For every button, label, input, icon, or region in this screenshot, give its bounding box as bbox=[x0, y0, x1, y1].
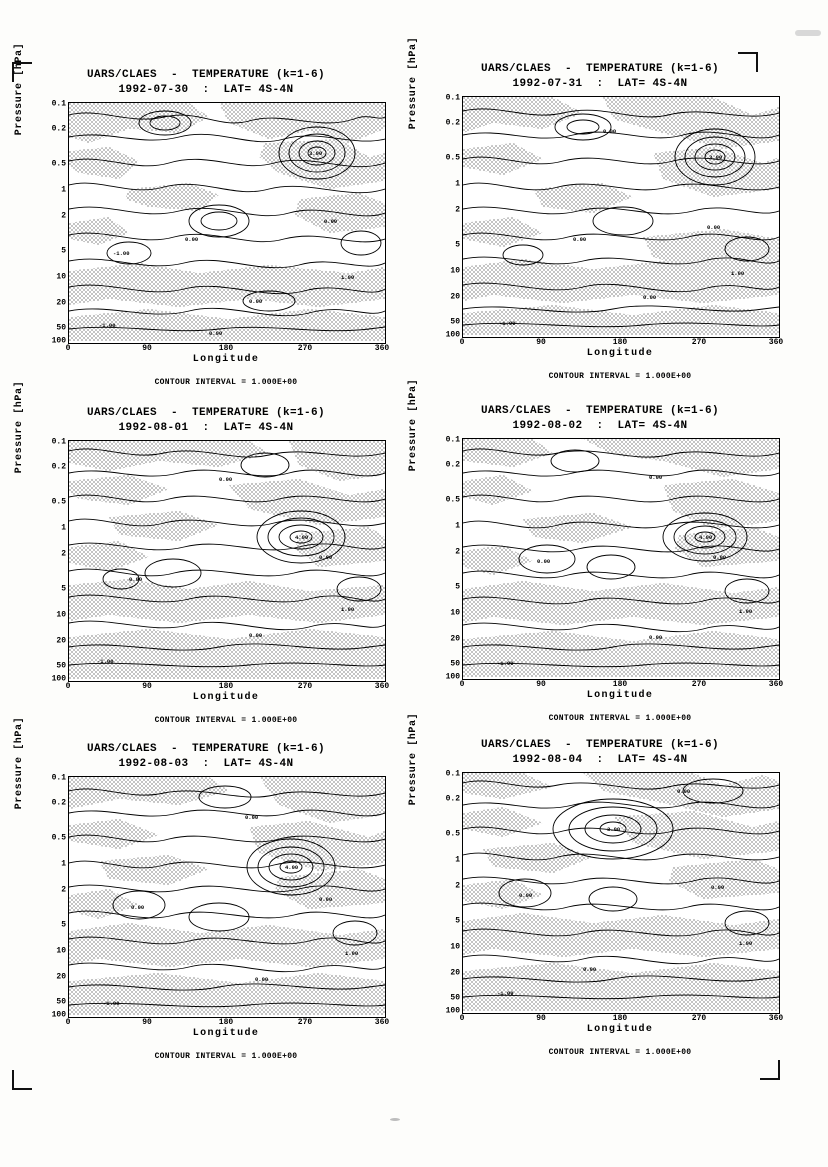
y-tick: 0.2 bbox=[445, 794, 460, 804]
x-tick: 90 bbox=[142, 1018, 152, 1027]
svg-text:0.00: 0.00 bbox=[677, 788, 691, 795]
x-axis-label: Longitude bbox=[192, 1028, 260, 1039]
chart-panel-3 bbox=[14, 380, 394, 736]
svg-text:0.00: 0.00 bbox=[129, 576, 143, 583]
y-tick: 1 bbox=[61, 523, 66, 533]
svg-text:0.00: 0.00 bbox=[537, 558, 551, 565]
contour-interval-note: CONTOUR INTERVAL = 1.000E+00 bbox=[154, 378, 298, 387]
x-axis-label: Longitude bbox=[192, 354, 260, 365]
panel-title: UARS/CLAES - TEMPERATURE (k=1-6) bbox=[480, 739, 720, 751]
y-tick: 20 bbox=[450, 292, 460, 302]
y-tick: 0.1 bbox=[445, 769, 460, 779]
y-tick: 0.1 bbox=[51, 99, 66, 109]
y-axis-ticks bbox=[426, 435, 460, 682]
svg-text:0.00: 0.00 bbox=[583, 966, 597, 973]
y-tick: 0.2 bbox=[51, 124, 66, 134]
y-tick: 100 bbox=[51, 336, 66, 346]
panel-title: UARS/CLAES - TEMPERATURE (k=1-6) bbox=[86, 407, 326, 419]
x-tick: 180 bbox=[218, 1018, 234, 1027]
scan-artifact bbox=[795, 30, 821, 36]
panel-subtitle: 1992-07-31 : LAT= 4S-4N bbox=[512, 78, 688, 90]
chart-panel-2 bbox=[408, 36, 788, 392]
contour-plot-3 bbox=[68, 440, 386, 682]
svg-text:0.00: 0.00 bbox=[713, 554, 727, 561]
contour-interval-note: CONTOUR INTERVAL = 1.000E+00 bbox=[154, 716, 298, 725]
svg-text:0.00: 0.00 bbox=[319, 554, 333, 561]
contour-svg bbox=[463, 439, 779, 679]
y-tick: 50 bbox=[450, 993, 460, 1003]
svg-text:3.00: 3.00 bbox=[309, 150, 323, 157]
y-tick: 10 bbox=[56, 272, 66, 282]
svg-text:0.00: 0.00 bbox=[711, 884, 725, 891]
x-tick: 360 bbox=[374, 1018, 390, 1027]
panel-title: UARS/CLAES - TEMPERATURE (k=1-6) bbox=[86, 743, 326, 755]
y-tick: 0.5 bbox=[51, 497, 66, 507]
y-tick: 2 bbox=[61, 211, 66, 221]
svg-text:1.00: 1.00 bbox=[731, 270, 745, 277]
svg-text:0.00: 0.00 bbox=[519, 892, 533, 899]
svg-text:4.00: 4.00 bbox=[285, 864, 299, 871]
y-axis-label: Pressure [hPa] bbox=[408, 378, 419, 472]
y-tick: 0.5 bbox=[445, 829, 460, 839]
y-tick: 0.2 bbox=[445, 460, 460, 470]
svg-text:0.00: 0.00 bbox=[649, 634, 663, 641]
x-tick: 0 bbox=[459, 1014, 465, 1023]
y-tick: 10 bbox=[450, 266, 460, 276]
y-tick: 2 bbox=[61, 885, 66, 895]
y-axis-label: Pressure [hPa] bbox=[14, 716, 25, 810]
y-tick: 5 bbox=[61, 920, 66, 930]
y-tick: 10 bbox=[450, 608, 460, 618]
contour-interval-note: CONTOUR INTERVAL = 1.000E+00 bbox=[548, 714, 692, 723]
y-tick: 1 bbox=[455, 855, 460, 865]
y-tick: 20 bbox=[56, 636, 66, 646]
svg-text:-1.00: -1.00 bbox=[103, 1000, 120, 1007]
svg-text:1.00: 1.00 bbox=[739, 608, 753, 615]
y-tick: 5 bbox=[455, 916, 460, 926]
contour-plot-4 bbox=[462, 438, 780, 680]
x-tick: 270 bbox=[691, 1014, 707, 1023]
scan-artifact bbox=[390, 1118, 400, 1121]
y-axis-label: Pressure [hPa] bbox=[14, 380, 25, 474]
contour-svg bbox=[463, 97, 779, 337]
y-tick: 0.1 bbox=[445, 435, 460, 445]
x-tick: 90 bbox=[536, 680, 546, 689]
y-tick: 10 bbox=[450, 942, 460, 952]
y-tick: 2 bbox=[61, 549, 66, 559]
y-tick: 0.5 bbox=[51, 159, 66, 169]
svg-text:3.00: 3.00 bbox=[607, 826, 621, 833]
x-axis-label: Longitude bbox=[192, 692, 260, 703]
y-tick: 1 bbox=[61, 185, 66, 195]
svg-text:-1.00: -1.00 bbox=[499, 320, 516, 327]
panel-title: UARS/CLAES - TEMPERATURE (k=1-6) bbox=[480, 63, 720, 75]
y-tick: 2 bbox=[455, 547, 460, 557]
x-axis-label: Longitude bbox=[586, 1024, 654, 1035]
svg-text:1.00: 1.00 bbox=[341, 274, 355, 281]
y-tick: 20 bbox=[56, 298, 66, 308]
contour-plot-5 bbox=[68, 776, 386, 1018]
y-tick: 0.5 bbox=[51, 833, 66, 843]
svg-text:0.00: 0.00 bbox=[319, 896, 333, 903]
x-tick: 180 bbox=[612, 338, 628, 347]
contour-interval-note: CONTOUR INTERVAL = 1.000E+00 bbox=[548, 1048, 692, 1057]
svg-text:4.00: 4.00 bbox=[295, 534, 309, 541]
svg-text:0.00: 0.00 bbox=[245, 814, 259, 821]
y-tick: 100 bbox=[445, 330, 460, 340]
x-tick: 360 bbox=[768, 680, 784, 689]
svg-text:-1.00: -1.00 bbox=[113, 250, 130, 257]
y-axis-ticks bbox=[32, 773, 66, 1020]
x-tick: 0 bbox=[65, 344, 71, 353]
svg-text:4.00: 4.00 bbox=[699, 534, 713, 541]
x-tick: 180 bbox=[218, 344, 234, 353]
y-tick: 50 bbox=[450, 659, 460, 669]
panel-subtitle: 1992-08-02 : LAT= 4S-4N bbox=[512, 420, 688, 432]
x-tick: 0 bbox=[459, 680, 465, 689]
chart-panel-6 bbox=[408, 712, 788, 1068]
svg-text:0.00: 0.00 bbox=[255, 976, 269, 983]
y-axis-ticks bbox=[32, 437, 66, 684]
y-tick: 1 bbox=[61, 859, 66, 869]
y-tick: 50 bbox=[56, 661, 66, 671]
y-tick: 2 bbox=[455, 881, 460, 891]
x-tick: 360 bbox=[374, 682, 390, 691]
svg-text:-1.00: -1.00 bbox=[497, 990, 514, 997]
contour-plot-6 bbox=[462, 772, 780, 1014]
x-tick: 90 bbox=[142, 682, 152, 691]
svg-text:0.00: 0.00 bbox=[249, 632, 263, 639]
y-tick: 0.2 bbox=[51, 462, 66, 472]
svg-text:0.00: 0.00 bbox=[324, 218, 338, 225]
svg-text:1.00: 1.00 bbox=[739, 940, 753, 947]
svg-text:0.00: 0.00 bbox=[219, 476, 233, 483]
y-tick: 0.1 bbox=[51, 773, 66, 783]
svg-text:1.00: 1.00 bbox=[345, 950, 359, 957]
svg-text:0.00: 0.00 bbox=[649, 474, 663, 481]
y-tick: 100 bbox=[445, 1006, 460, 1016]
svg-text:-1.00: -1.00 bbox=[97, 658, 114, 665]
chart-panel-1 bbox=[14, 42, 394, 398]
x-tick: 270 bbox=[297, 1018, 313, 1027]
svg-text:0.00: 0.00 bbox=[131, 904, 145, 911]
y-tick: 20 bbox=[450, 968, 460, 978]
svg-text:1.00: 1.00 bbox=[341, 606, 355, 613]
y-tick: 5 bbox=[455, 582, 460, 592]
y-tick: 100 bbox=[445, 672, 460, 682]
x-tick: 180 bbox=[218, 682, 234, 691]
y-tick: 50 bbox=[450, 317, 460, 327]
y-tick: 100 bbox=[51, 1010, 66, 1020]
contour-svg bbox=[463, 773, 779, 1013]
y-tick: 0.2 bbox=[445, 118, 460, 128]
y-tick: 10 bbox=[56, 610, 66, 620]
panel-title: UARS/CLAES - TEMPERATURE (k=1-6) bbox=[86, 69, 326, 81]
svg-text:0.00: 0.00 bbox=[209, 330, 223, 337]
y-axis-ticks bbox=[426, 769, 460, 1016]
svg-text:-1.00: -1.00 bbox=[497, 660, 514, 667]
x-tick: 270 bbox=[297, 682, 313, 691]
contour-plot-2 bbox=[462, 96, 780, 338]
contour-plot-1 bbox=[68, 102, 386, 344]
y-axis-ticks bbox=[32, 99, 66, 346]
y-tick: 0.1 bbox=[445, 93, 460, 103]
panel-title: UARS/CLAES - TEMPERATURE (k=1-6) bbox=[480, 405, 720, 417]
x-tick: 90 bbox=[536, 338, 546, 347]
y-axis-label: Pressure [hPa] bbox=[14, 42, 25, 136]
x-axis-label: Longitude bbox=[586, 690, 654, 701]
y-tick: 1 bbox=[455, 521, 460, 531]
y-tick: 20 bbox=[450, 634, 460, 644]
x-tick: 360 bbox=[768, 1014, 784, 1023]
y-axis-label: Pressure [hPa] bbox=[408, 712, 419, 806]
svg-text:0.00: 0.00 bbox=[643, 294, 657, 301]
y-tick: 0.5 bbox=[445, 153, 460, 163]
contour-interval-note: CONTOUR INTERVAL = 1.000E+00 bbox=[548, 372, 692, 381]
y-tick: 0.1 bbox=[51, 437, 66, 447]
svg-text:0.00: 0.00 bbox=[603, 128, 617, 135]
y-tick: 100 bbox=[51, 674, 66, 684]
y-tick: 5 bbox=[455, 240, 460, 250]
x-tick: 90 bbox=[536, 1014, 546, 1023]
y-tick: 0.5 bbox=[445, 495, 460, 505]
panel-subtitle: 1992-08-04 : LAT= 4S-4N bbox=[512, 754, 688, 766]
svg-text:0.00: 0.00 bbox=[185, 236, 199, 243]
x-tick: 360 bbox=[374, 344, 390, 353]
chart-panel-4 bbox=[408, 378, 788, 734]
contour-svg bbox=[69, 103, 385, 343]
panel-subtitle: 1992-07-30 : LAT= 4S-4N bbox=[118, 84, 294, 96]
x-tick: 180 bbox=[612, 680, 628, 689]
panel-subtitle: 1992-08-01 : LAT= 4S-4N bbox=[118, 422, 294, 434]
x-axis-label: Longitude bbox=[586, 348, 654, 359]
y-tick: 10 bbox=[56, 946, 66, 956]
chart-panel-5 bbox=[14, 716, 394, 1072]
y-tick: 2 bbox=[455, 205, 460, 215]
contour-svg bbox=[69, 777, 385, 1017]
y-tick: 50 bbox=[56, 997, 66, 1007]
y-axis-label: Pressure [hPa] bbox=[408, 36, 419, 130]
x-tick: 270 bbox=[691, 338, 707, 347]
y-tick: 5 bbox=[61, 246, 66, 256]
registration-mark-bottom-left bbox=[12, 1070, 32, 1090]
y-tick: 50 bbox=[56, 323, 66, 333]
y-tick: 1 bbox=[455, 179, 460, 189]
panel-subtitle: 1992-08-03 : LAT= 4S-4N bbox=[118, 758, 294, 770]
contour-svg bbox=[69, 441, 385, 681]
y-tick: 0.2 bbox=[51, 798, 66, 808]
svg-text:3.00: 3.00 bbox=[709, 154, 723, 161]
contour-interval-note: CONTOUR INTERVAL = 1.000E+00 bbox=[154, 1052, 298, 1061]
x-tick: 0 bbox=[65, 682, 71, 691]
svg-text:0.00: 0.00 bbox=[707, 224, 721, 231]
x-tick: 0 bbox=[65, 1018, 71, 1027]
y-tick: 20 bbox=[56, 972, 66, 982]
svg-text:0.00: 0.00 bbox=[573, 236, 587, 243]
y-axis-ticks bbox=[426, 93, 460, 340]
x-tick: 360 bbox=[768, 338, 784, 347]
x-tick: 90 bbox=[142, 344, 152, 353]
svg-text:-1.00: -1.00 bbox=[99, 322, 116, 329]
svg-text:0.00: 0.00 bbox=[249, 298, 263, 305]
x-tick: 180 bbox=[612, 1014, 628, 1023]
x-tick: 0 bbox=[459, 338, 465, 347]
x-tick: 270 bbox=[691, 680, 707, 689]
y-tick: 5 bbox=[61, 584, 66, 594]
x-tick: 270 bbox=[297, 344, 313, 353]
